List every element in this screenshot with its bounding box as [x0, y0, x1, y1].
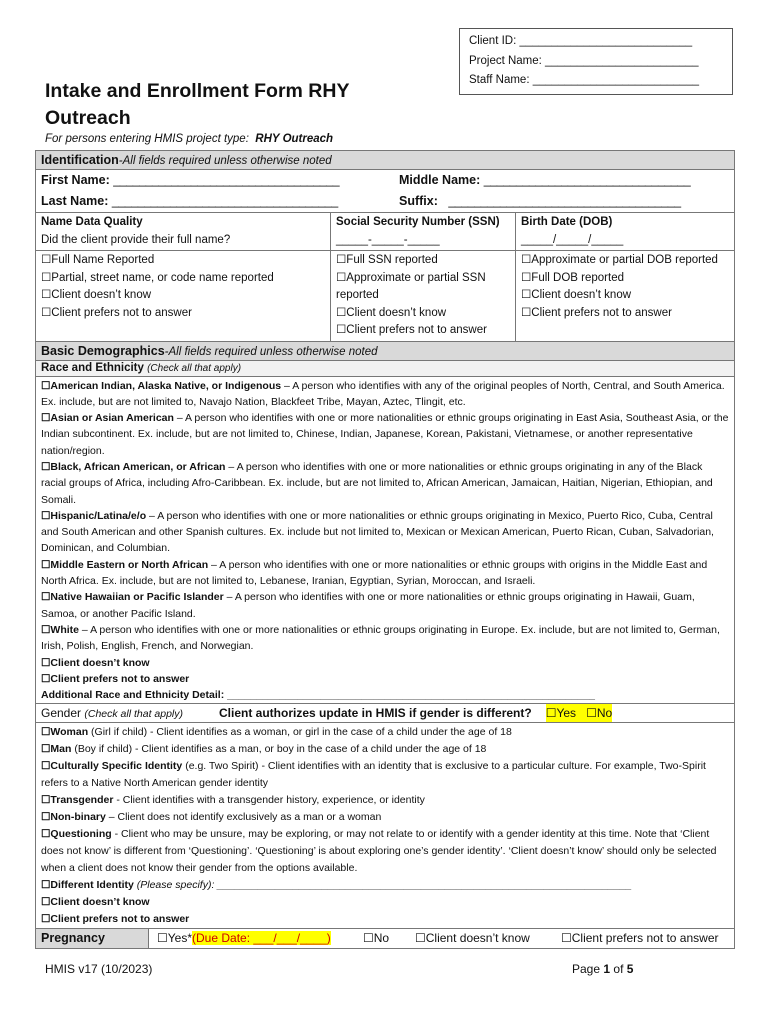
gender-description: - Client who may be unsure, may be exploring, or may not relate to or identify with a gender identity at this time. Note that ‘Client does not know’ is different from ‘Questioning’. ‘Questioning’ is about exploring one’s gender identity’. ‘Client doesn’t know’ should only be selected when a client does not know their gender from the options available.	[41, 828, 717, 875]
ssn-quality-checkbox[interactable]: ☐Approximate or partial SSN reported	[336, 271, 486, 301]
name-quality-checkbox[interactable]: ☐Full Name Reported	[41, 254, 155, 266]
page-of: of	[613, 962, 624, 976]
race-option[interactable]	[41, 557, 729, 590]
form-version: HMIS v17 (10/2023)	[45, 962, 153, 976]
ssn-options	[331, 251, 516, 341]
last-name-field[interactable]	[41, 191, 399, 212]
dob-options	[516, 251, 734, 341]
pregnancy-no-checkbox[interactable]: ☐No	[363, 931, 390, 946]
page-title: Intake and Enrollment Form RHY Outreach	[45, 80, 350, 129]
suffix-field[interactable]	[399, 191, 681, 212]
middle-name-label: Middle Name:	[399, 173, 481, 187]
dob-quality-checkbox[interactable]: ☐Client doesn’t know	[521, 289, 632, 301]
name-quality-options	[36, 251, 331, 341]
gender-auth-question: Client authorizes update in HMIS if gender is different?	[219, 706, 532, 721]
name-quality-checkbox[interactable]: ☐Client doesn’t know	[41, 289, 152, 301]
dob-quality-checkbox[interactable]: ☐Client prefers not to answer	[521, 306, 672, 319]
subtitle-prefix: For persons entering HMIS project type:	[45, 133, 249, 145]
race-description: – A person who identifies with one or more nationalities or ethnic groups originating in any of the Black racial groups of Africa, including Afro-Caribbean. Ex. include, but are not limited to, African American, Jamaican, Haitian, Nigerian, Ethiopian, and Somali.	[41, 460, 713, 506]
gender-checkbox[interactable]: ☐Culturally Specific Identity	[41, 760, 183, 773]
suffix-line: ____________________________________	[448, 194, 681, 208]
race-description: – A person who identifies with one or more nationalities or ethnic groups originating in Hawaii, Guam, Samoa, or another Pacific Island.	[41, 591, 695, 620]
race-description: – A person who identifies with one or more nationalities or ethnic groups originating in Europe. Ex. include, but are not limited to, German, Irish, Polish, English, French, and Norwegian.	[41, 623, 720, 653]
race-checkbox[interactable]: ☐Black, African American, or African	[41, 460, 226, 473]
suffix-label: Suffix:	[399, 194, 438, 208]
middle-name-field[interactable]	[399, 170, 690, 191]
intake-form	[35, 150, 735, 949]
name-quality-checkbox[interactable]: ☐Partial, street name, or code name reported	[41, 271, 274, 284]
first-name-label: First Name:	[41, 173, 110, 187]
gender-option[interactable]	[41, 894, 729, 911]
page-total: 5	[626, 962, 634, 976]
gender-option[interactable]	[41, 826, 729, 877]
race-option[interactable]	[41, 589, 729, 622]
client-id-box	[459, 28, 733, 95]
race-title: Race and Ethnicity	[41, 361, 144, 374]
ssn-header	[331, 213, 516, 250]
race-checkbox[interactable]: ☐Middle Eastern or North African	[41, 558, 209, 571]
identification-title: Identification	[41, 153, 119, 167]
ssn-title: Social Security Number (SSN)	[336, 216, 500, 228]
gender-checkbox[interactable]: ☐Transgender	[41, 794, 114, 807]
ssn-quality-checkbox[interactable]: ☐Client doesn’t know	[336, 306, 447, 319]
demographics-title: Basic Demographics	[41, 343, 165, 358]
name-row-1	[36, 170, 734, 191]
race-checkbox[interactable]: ☐Asian or Asian American	[41, 412, 174, 425]
race-option[interactable]	[41, 655, 729, 671]
race-description: – A person who identifies with one or more nationalities or ethnic groups with origins in the Middle East and North Africa. Ex. include, but are not limited to, Lebanese, Iranian, Egyptian, Syrian, Moroccan, and Israeli.	[41, 558, 708, 588]
dob-quality-checkbox[interactable]: ☐Approximate or partial DOB reported	[521, 254, 718, 266]
gender-option[interactable]	[41, 741, 729, 758]
race-checkbox[interactable]: ☐White	[41, 623, 79, 636]
gender-option[interactable]	[41, 724, 729, 741]
middle-name-line: ________________________________	[483, 173, 691, 187]
race-description: – A person who identifies with any of the original peoples of North, Central, and South America. Ex. include, but are not limited to, Navajo Nation, Blackfeet Tribe, Mayan, Aztec, Tlingit, etc.	[41, 379, 725, 408]
pregnancy-label: Pregnancy	[36, 929, 149, 948]
race-header	[36, 361, 734, 377]
race-checkbox[interactable]: ☐Client prefers not to answer	[41, 672, 190, 685]
demographics-header	[36, 342, 734, 361]
gender-title-wrap	[41, 704, 219, 722]
race-option[interactable]	[41, 622, 729, 655]
race-option[interactable]	[41, 410, 729, 459]
gender-auth-no-checkbox[interactable]: ☐No	[586, 706, 613, 721]
page-subtitle	[45, 133, 333, 145]
dob-header	[516, 213, 734, 250]
ssn-quality-checkbox[interactable]: ☐Full SSN reported	[336, 254, 438, 266]
race-checkbox[interactable]: ☐Hispanic/Latina/e/o	[41, 509, 147, 522]
gender-checkbox[interactable]: ☐Questioning	[41, 828, 112, 841]
last-name-label: Last Name:	[41, 194, 109, 208]
gender-option[interactable]	[41, 792, 729, 809]
race-description: – A person who identifies with one or more nationalities or ethnic groups originating in Mexico, Puerto Rico, Cuba, Central and South American and other Spanish cultures. Ex. include but not limited to, Mexican or Mexican American, Puerto Rican, Cuban, Salvadorian, Dominican, and Columbian.	[41, 509, 714, 555]
gender-checkbox[interactable]: ☐Different Identity	[41, 879, 134, 892]
race-note: (Check all that apply)	[147, 362, 242, 374]
ssn-input[interactable]: _____-_____-_____	[336, 233, 440, 246]
pregnancy-dont-know-checkbox[interactable]: ☐Client doesn’t know	[415, 931, 530, 946]
pregnancy-refused-checkbox[interactable]: ☐Client prefers not to answer	[561, 931, 719, 946]
last-name-line: ___________________________________	[111, 194, 338, 208]
gender-options	[36, 723, 734, 929]
ssn-quality-checkbox[interactable]: ☐Client prefers not to answer	[336, 324, 487, 336]
gender-checkbox[interactable]: ☐Man	[41, 743, 72, 756]
gender-checkbox[interactable]: ☐Woman	[41, 726, 89, 739]
name-row-2	[36, 191, 734, 212]
name-quality-header	[36, 213, 331, 250]
pregnancy-due-date[interactable]: (Due Date: ___/___/____)	[192, 931, 331, 946]
page-number	[572, 962, 633, 976]
gender-description: – Client does not identify exclusively as a man or a woman	[105, 811, 382, 824]
gender-auth-yes-checkbox[interactable]: ☐Yes	[545, 706, 577, 721]
subtitle-project-type: RHY Outreach	[255, 133, 334, 145]
client-id-field[interactable]: Client ID: ___________________________	[469, 35, 693, 47]
name-quality-question: Did the client provide their full name?	[41, 233, 231, 246]
first-name-line: ___________________________________	[113, 173, 340, 187]
gender-option[interactable]	[41, 809, 729, 826]
identification-note: -All fields required unless otherwise noted	[118, 155, 332, 167]
page-current: 1	[603, 962, 611, 976]
page-word: Page	[572, 962, 601, 976]
dob-quality-checkbox[interactable]: ☐Full DOB reported	[521, 271, 624, 284]
pregnancy-yes-checkbox[interactable]: ☐Yes*	[157, 931, 193, 946]
name-quality-title: Name Data Quality	[41, 216, 143, 228]
demographics-note: -All fields required unless otherwise noted	[164, 345, 378, 358]
pregnancy-yes-wrap	[149, 929, 363, 948]
dob-title: Birth Date (DOB)	[521, 216, 613, 228]
grid-header-row	[36, 213, 734, 251]
gender-option[interactable]	[41, 877, 729, 894]
gender-description: (Girl if child) - Client identifies as a woman, or girl in the case of a child under the age of 18	[88, 726, 512, 739]
gender-description: (e.g. Two Spirit) - Client identifies with an identity that is exclusive to a particular culture. For example, Two-Spirit refers to a Native North American gender identity	[41, 760, 706, 790]
grid-options-row	[36, 251, 734, 342]
gender-different-specify[interactable]: (Please specify): _______________________________________________________________________	[133, 879, 632, 892]
staff-name-field[interactable]: Staff Name: __________________________	[469, 74, 699, 86]
gender-auth-options	[546, 704, 612, 722]
gender-checkbox[interactable]: ☐Non-binary	[41, 811, 106, 824]
race-checkbox[interactable]: ☐Native Hawaiian or Pacific Islander	[41, 591, 224, 604]
identity-quality-grid	[36, 212, 734, 342]
identification-header	[36, 151, 734, 170]
gender-description: (Boy if child) - Client identifies as a man, or boy in the case of a child under the age of 18	[71, 743, 487, 756]
additional-race-detail-field[interactable]: Additional Race and Ethnicity Detail: _______________________________________________________________	[41, 689, 596, 702]
name-quality-checkbox[interactable]: ☐Client prefers not to answer	[41, 306, 192, 319]
race-checkbox[interactable]: ☐American Indian, Alaska Native, or Indigenous	[41, 379, 282, 392]
first-name-field[interactable]	[41, 170, 399, 191]
dob-input[interactable]: _____/_____/_____	[521, 233, 624, 246]
race-option[interactable]	[41, 378, 729, 411]
gender-description: - Client identifies with a transgender history, experience, or identity	[113, 794, 425, 807]
gender-header	[36, 704, 734, 723]
race-option[interactable]	[41, 671, 729, 687]
gender-option[interactable]	[41, 911, 729, 928]
gender-checkbox[interactable]: ☐Client prefers not to answer	[41, 913, 190, 926]
race-options	[36, 377, 734, 705]
gender-option[interactable]	[41, 758, 729, 792]
race-option[interactable]	[41, 459, 729, 508]
race-description: – A person who identifies with one or more nationalities or ethnic groups originating in East Asia, Southeast Asia, or the Indian subcontinent. Ex. include, but are not limited to, Chinese, Indian, Japanese, Korean, Pakistani, Vietnamese, or another representative nation/region.	[41, 412, 729, 457]
pregnancy-row	[36, 929, 734, 949]
race-checkbox[interactable]: ☐Client doesn’t know	[41, 656, 150, 669]
gender-checkbox[interactable]: ☐Client doesn’t know	[41, 896, 150, 909]
race-option[interactable]	[41, 508, 729, 557]
gender-title: Gender	[41, 706, 82, 721]
gender-note: (Check all that apply)	[84, 708, 184, 721]
project-name-field[interactable]: Project Name: ________________________	[469, 54, 699, 67]
